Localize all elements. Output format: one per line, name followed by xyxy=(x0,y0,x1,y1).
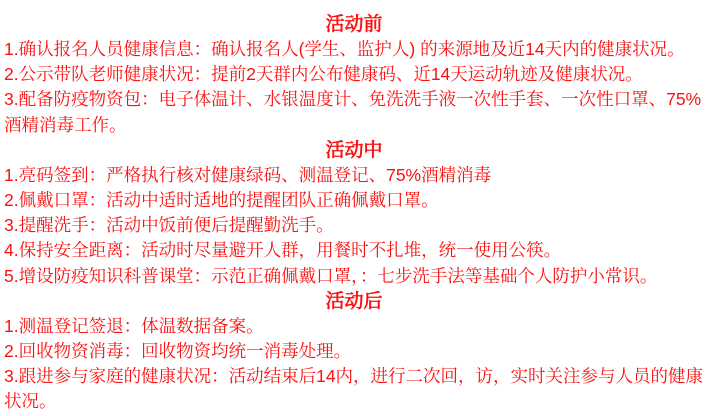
section-before-activity xyxy=(4,12,704,138)
section-during-activity xyxy=(4,138,704,289)
list-item: 1.测温登记签退：体温数据备案。 xyxy=(4,315,264,336)
section-title: 活动中 xyxy=(325,139,383,161)
section-title: 活动后 xyxy=(325,290,383,312)
list-item: 4.保持安全距离：活动时尽量避开人群，用餐时不扎堆，统一使用公筷。 xyxy=(4,240,562,261)
list-item: 5.增设防疫知识科普课堂：示范正确佩戴口罩，：七步洗手法等基础个人防护小常识。 xyxy=(4,265,658,286)
list-item: 3.提醒洗手：活动中饭前便后提醒勤洗手。 xyxy=(4,215,334,236)
list-item: 3.配备防疫物资包：电子体温计、水银温度计、免洗洗手液一次性手套、一次性口罩、75%酒精消毒工作。 xyxy=(4,89,702,135)
list-item: 3.跟进参与家庭的健康状况：活动结束后14内，进行二次回，访，实时关注参与人员的健康状况。 xyxy=(4,366,704,412)
list-item: 1.亮码签到：严格执行核对健康绿码、测温登记、75%酒精消毒 xyxy=(4,164,492,185)
section-after-activity xyxy=(4,289,704,415)
list-item: 2.公示带队老师健康状况：提前2天群内公布健康码、近14天运动轨迹及健康状况。 xyxy=(4,64,643,85)
list-item: 2.回收物资消毒：回收物资均统一消毒处理。 xyxy=(4,341,352,362)
list-item: 1.确认报名人员健康信息：确认报名人(学生、监护人) 的来源地及近14天内的健康状况。 xyxy=(4,39,685,60)
list-item: 2.佩戴口罩：活动中适时适地的提醒团队正确佩戴口罩。 xyxy=(4,190,439,211)
section-title: 活动前 xyxy=(325,14,383,35)
